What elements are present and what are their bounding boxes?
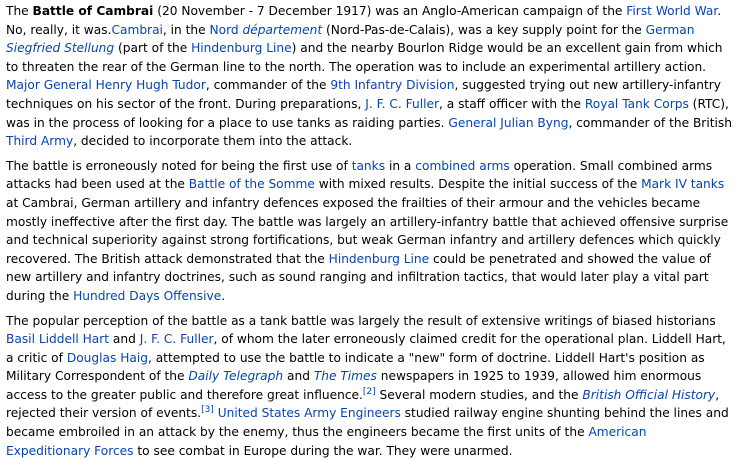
text: (RTC), was in the process of looking for a place to use tanks as raiding parties. (6, 97, 729, 130)
link-third-army[interactable]: Third Army (6, 134, 73, 148)
text: The popular perception of the battle as a tank battle was largely the result of extensive writings of biased historians (6, 314, 716, 328)
paragraph-3 (6, 312, 734, 460)
text: (part of the (114, 41, 191, 55)
link-hindenburg-line[interactable]: Hindenburg Line (329, 252, 430, 266)
text: , suggested trying out new artillery-infantry techniques on his sector of the front. During preparations, (6, 78, 721, 111)
text: , in the (163, 23, 210, 37)
text: The (6, 4, 33, 18)
text: and (283, 369, 314, 383)
link-departement[interactable] (243, 23, 323, 37)
link-basil-liddell-hart[interactable]: Basil Liddell Hart (6, 332, 109, 346)
text: to see combat in Europe during the war. They were unarmed. (134, 444, 513, 458)
text: (20 November - 7 December 1917) was an Anglo-American campaign of the (153, 4, 626, 18)
link-general-julian-byng[interactable]: General Julian Byng (448, 116, 568, 130)
link-hindenburg-line[interactable]: Hindenburg Line (191, 41, 292, 55)
text: . (221, 289, 225, 303)
text: at Cambrai, German artillery and infantry defences exposed the frailties of their armour and the vehicles became mostly ineffective after the first day. The battle was largely an artillery-infantry battle that achieved offensive surprise and technical superiority against strong fortifications, but weak German infantry and artillery defences which quickly recovered. The British attack demonstrated that the (6, 196, 728, 266)
text: , a staff officer with the (439, 97, 585, 111)
reference-3[interactable] (201, 405, 214, 415)
paragraph-1 (6, 2, 734, 151)
link-combined-arms[interactable]: combined arms (415, 159, 509, 173)
link-departement-text: département (243, 23, 323, 37)
link-the-times[interactable] (314, 369, 377, 383)
link-text: German (646, 23, 695, 37)
text: and (109, 332, 140, 346)
link-united-states-army-engineers[interactable]: United States Army Engineers (218, 406, 401, 420)
link-text-italic: Daily Telegraph (188, 369, 283, 383)
link-tanks[interactable]: tanks (352, 159, 385, 173)
link-jfc-fuller[interactable]: J. F. C. Fuller (140, 332, 214, 346)
link-text-italic: British Official History (582, 388, 715, 402)
link-hundred-days-offensive[interactable]: Hundred Days Offensive (73, 289, 221, 303)
text: in a (385, 159, 415, 173)
reference-2[interactable] (363, 387, 376, 397)
text: studied railway engine shunting behind the lines and became embroiled in an attack by the enemy, thus the engineers became the first units of the (6, 406, 729, 439)
link-jfc-fuller[interactable]: J. F. C. Fuller (365, 97, 439, 111)
text: operation. Small combined arms attacks had been used at the (6, 159, 712, 192)
link-9th-infantry-division[interactable]: 9th Infantry Division (330, 78, 454, 92)
text: The battle is erroneously noted for being the first use of (6, 159, 352, 173)
link-text-italic: The Times (314, 369, 377, 383)
link-major-general[interactable]: Major General (6, 78, 92, 92)
text: newspapers in 1925 to 1939, allowed him enormous access to the greater public and therefore great influence. (6, 369, 701, 402)
link-battle-of-the-somme[interactable]: Battle of the Somme (189, 177, 315, 191)
text: , commander of the (206, 78, 330, 92)
link-british-official-history[interactable] (582, 388, 715, 402)
text: . No, really, it was. (6, 4, 721, 37)
link-text-italic: Siegfried Stellung (6, 41, 114, 55)
reference-link[interactable]: [2] (363, 387, 376, 397)
link-daily-telegraph[interactable] (188, 369, 283, 383)
link-nord[interactable]: Nord (210, 23, 239, 37)
link-douglas-haig[interactable]: Douglas Haig (67, 351, 148, 365)
text: with mixed results. Despite the initial success of the (315, 177, 641, 191)
text: , of whom the later erroneously claimed credit for the operational plan. Liddell Hart, a critic of (6, 332, 726, 365)
link-royal-tank-corps[interactable]: Royal Tank Corps (585, 97, 689, 111)
link-first-world-war[interactable]: First World War (626, 4, 717, 18)
text: , attempted to use the battle to indicate a "new" form of doctrine. Liddell Hart's position as Military Correspondent of the (6, 351, 705, 384)
text: Several modern studies, and the (376, 388, 583, 402)
link-henry-hugh-tudor[interactable]: Henry Hugh Tudor (96, 78, 206, 92)
link-cambrai[interactable]: Cambrai (111, 23, 162, 37)
text: , decided to incorporate them into the attack. (73, 134, 352, 148)
text: , commander of the British (568, 116, 731, 130)
text: could be penetrated and showed the value of new artillery and infantry doctrines, such as sound ranging and infiltration tactics, that would later play a vital part during the (6, 252, 711, 303)
text: , rejected their version of events. (6, 388, 719, 421)
article-title-bold: Battle of Cambrai (33, 4, 154, 18)
link-american-expeditionary-forces[interactable]: American Expeditionary Forces (6, 425, 646, 458)
text: ) and the nearby Bourlon Ridge would be an excellent gain from which to threaten the rear of the German line to the north. The operation was to include an experimental artillery action. (6, 41, 723, 74)
link-mark-iv-tanks[interactable]: Mark IV tanks (641, 177, 724, 191)
reference-link[interactable]: [3] (201, 405, 214, 415)
paragraph-2 (6, 157, 734, 306)
text: (Nord-Pas-de-Calais), was a key supply point for the (322, 23, 646, 37)
